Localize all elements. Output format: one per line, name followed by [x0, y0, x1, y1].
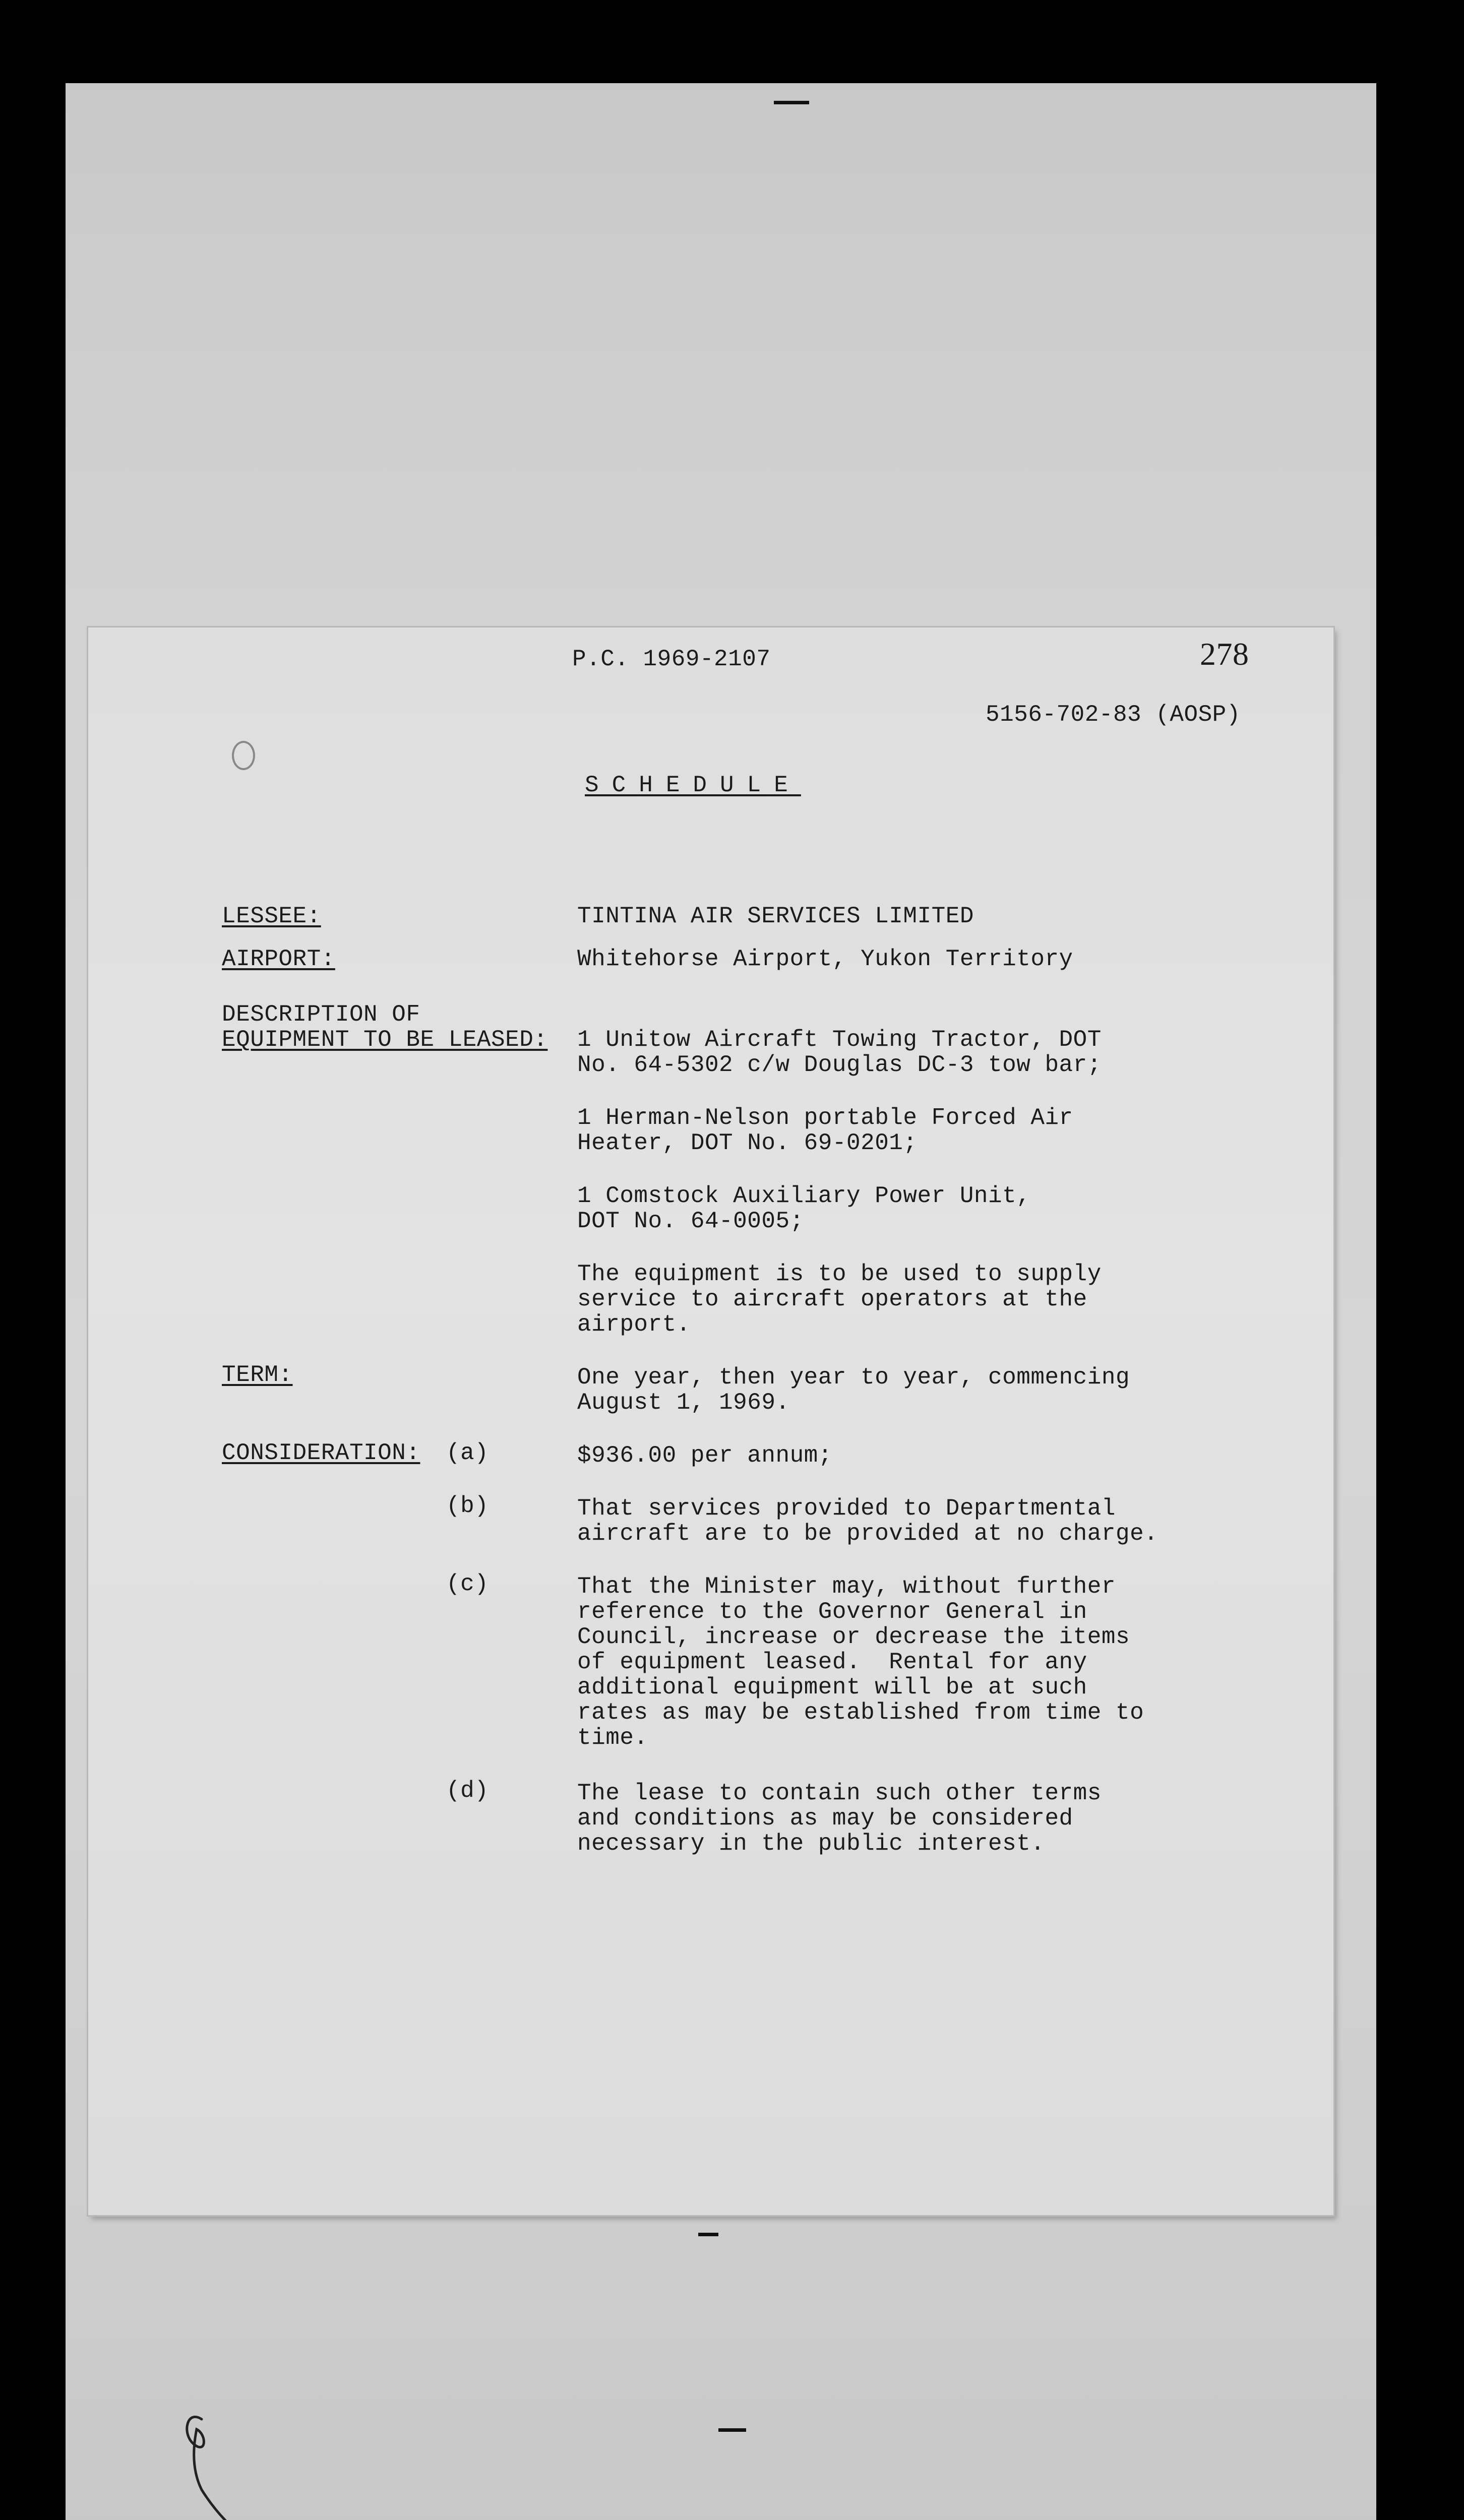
text-line: The equipment is to be used to supply [577, 1261, 1102, 1287]
handwritten-initial [171, 2399, 353, 2520]
text-line: That the Minister may, without further [577, 1573, 1116, 1600]
description-label-line1: DESCRIPTION OF [222, 1001, 420, 1028]
text-line: No. 64-5302 c/w Douglas DC-3 tow bar; [577, 1052, 1102, 1078]
text-line: $936.00 per annum; [577, 1442, 832, 1469]
term-line-2: August 1, 1969. [577, 1390, 790, 1416]
text-line: 1 Herman-Nelson portable Forced Air [577, 1105, 1073, 1131]
text-line: and conditions as may be considered [577, 1805, 1073, 1832]
text-line: rates as may be established from time to [577, 1699, 1144, 1726]
lessee-label: LESSEE: [222, 903, 321, 929]
text-line: 1 Unitow Aircraft Towing Tractor, DOT [577, 1027, 1102, 1053]
schedule-title: SCHEDULE [585, 772, 801, 798]
text-line: Council, increase or decrease the items [577, 1624, 1130, 1650]
lessee-value: TINTINA AIR SERVICES LIMITED [577, 903, 974, 929]
file-reference: 5156-702-83 (AOSP) [986, 702, 1241, 728]
text-line: That services provided to Departmental [577, 1495, 1116, 1522]
clause-letter: (b) [446, 1493, 489, 1519]
text-line: necessary in the public interest. [577, 1831, 1045, 1857]
term-label: TERM: [222, 1362, 293, 1388]
airport-label: AIRPORT: [222, 946, 335, 972]
text-line: service to aircraft operators at the [577, 1286, 1087, 1312]
text-line: aircraft are to be provided at no charge. [577, 1521, 1158, 1547]
text-line: time. [577, 1725, 648, 1751]
consideration-label: CONSIDERATION: [222, 1440, 420, 1466]
clause-letter: (a) [446, 1440, 489, 1466]
text-line: Heater, DOT No. 69-0201; [577, 1130, 918, 1156]
airport-value: Whitehorse Airport, Yukon Territory [577, 946, 1073, 972]
text-line: reference to the Governor General in [577, 1599, 1087, 1625]
text-line: airport. [577, 1311, 691, 1338]
term-line-1: One year, then year to year, commencing [577, 1364, 1130, 1391]
text-line: The lease to contain such other terms [577, 1780, 1102, 1806]
text-line: of equipment leased. Rental for any [577, 1649, 1087, 1675]
order-number: P.C. 1969-2107 [572, 646, 771, 672]
clause-letter: (c) [446, 1571, 489, 1597]
page-number: 278 [1200, 636, 1249, 672]
punch-hole [232, 741, 255, 770]
clause-letter: (d) [446, 1778, 489, 1804]
frame-mark-mid [698, 2233, 718, 2236]
description-label-line2: EQUIPMENT TO BE LEASED: [222, 1027, 548, 1053]
frame-mark-lower [718, 2428, 746, 2432]
document-page [88, 627, 1333, 2215]
text-line: DOT No. 64-0005; [577, 1208, 804, 1234]
text-line: additional equipment will be at such [577, 1674, 1087, 1700]
text-line: 1 Comstock Auxiliary Power Unit, [577, 1183, 1031, 1209]
frame-mark-top [774, 101, 809, 104]
